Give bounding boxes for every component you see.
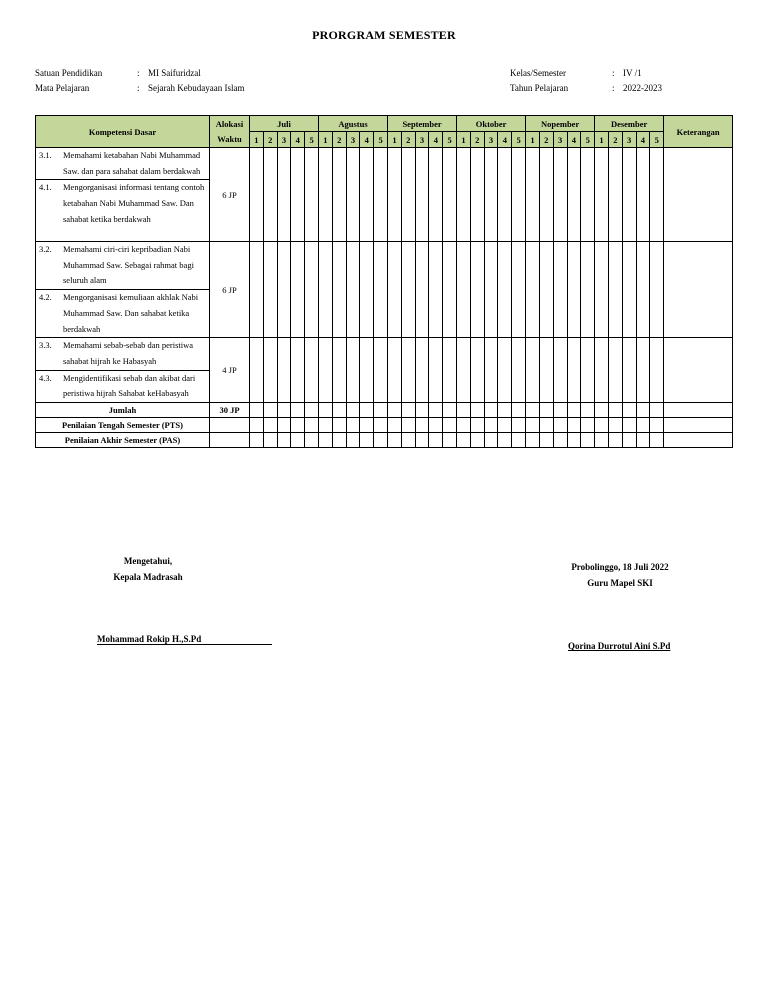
week-cell [401,433,415,448]
keterangan-cell [664,433,733,448]
kd-item [36,179,209,227]
week-cell [539,403,553,418]
kd-text: Memahami sebab-sebab dan peristiwa sahabat hijrah ke Habasyah [63,340,194,366]
week-cell [319,418,333,433]
month-header: Nopember [526,116,595,132]
kd-item [36,242,209,289]
week-cell [622,433,636,448]
week-cell [581,433,595,448]
week-number: 3 [277,132,291,148]
pts-row-label: Penilaian Tengah Semester (PTS) [36,418,210,433]
week-cell [526,148,540,242]
week-cell [346,148,360,242]
colon: : [137,68,140,78]
week-number: 4 [636,132,650,148]
week-cell [650,433,664,448]
week-cell [443,418,457,433]
week-cell [374,433,388,448]
week-cell [332,418,346,433]
kd-group-row [36,338,733,403]
week-cell [650,242,664,338]
week-number: 2 [608,132,622,148]
week-cell [332,403,346,418]
week-cell [457,418,471,433]
week-cell [622,148,636,242]
week-cell [305,433,319,448]
week-cell [553,403,567,418]
week-cell [622,418,636,433]
week-number: 3 [346,132,360,148]
week-cell [608,418,622,433]
week-cell [332,433,346,448]
week-cell [581,403,595,418]
week-cell [636,433,650,448]
kd-number: 3.3. [39,340,52,351]
week-cell [346,403,360,418]
week-cell [429,418,443,433]
alokasi-value: 6 JP [210,242,250,338]
week-cell [526,338,540,403]
week-cell [457,403,471,418]
week-cell [567,418,581,433]
week-cell [457,242,471,338]
week-cell [470,433,484,448]
week-cell [484,338,498,403]
week-cell [374,403,388,418]
week-cell [374,242,388,338]
week-cell [539,433,553,448]
week-cell [263,148,277,242]
week-cell [650,418,664,433]
signature-left-underline [97,644,272,645]
week-cell [595,433,609,448]
week-cell [457,433,471,448]
week-cell [319,338,333,403]
alokasi-value: 6 JP [210,148,250,242]
week-cell [415,418,429,433]
week-cell [636,418,650,433]
info-right [510,66,662,96]
week-cell [401,242,415,338]
week-cell [567,433,581,448]
week-cell [595,338,609,403]
week-cell [346,242,360,338]
week-cell [360,242,374,338]
week-cell [319,148,333,242]
week-cell [636,403,650,418]
week-cell [291,403,305,418]
week-cell [388,433,402,448]
kd-number: 4.3. [39,372,52,383]
week-cell [608,242,622,338]
week-cell [470,418,484,433]
week-number: 2 [401,132,415,148]
week-cell [263,418,277,433]
week-cell [553,338,567,403]
week-cell [498,338,512,403]
week-cell [498,242,512,338]
week-cell [277,242,291,338]
week-cell [319,403,333,418]
week-number: 1 [250,132,264,148]
week-cell [484,433,498,448]
week-number: 3 [553,132,567,148]
week-cell [305,418,319,433]
week-cell [567,148,581,242]
week-cell [429,338,443,403]
week-cell [581,242,595,338]
week-number: 5 [443,132,457,148]
satuan-value: MI Saifuridzal [148,68,201,78]
keterangan-cell [664,242,733,338]
mapel-label: Mata Pelajaran [35,83,90,93]
kd-text: Mengorganisasi kemuliaan akhlak Nabi Muhammad Saw. Dan sahabat ketika berdakwah [63,292,199,334]
signature-left-line1: Mengetahui, [123,556,173,566]
week-cell [539,418,553,433]
week-cell [415,433,429,448]
tahun-value: 2022-2023 [623,83,662,93]
week-cell [443,403,457,418]
week-cell [277,418,291,433]
tahun-row [510,81,662,96]
week-cell [484,148,498,242]
kd-item [36,370,209,402]
kd-cell [36,242,210,338]
week-number: 5 [581,132,595,148]
kd-item [36,148,209,179]
week-number: 4 [291,132,305,148]
signature-right-name: Qorina Durrotul Aini S.Pd [568,641,671,651]
week-cell [608,433,622,448]
week-cell [650,148,664,242]
week-cell [595,403,609,418]
kd-text: Memahami ketabahan Nabi Muhammad Saw. dan para sahabat dalam berdakwah [63,150,201,176]
week-cell [305,338,319,403]
signature-right-line2: Guru Mapel SKI [587,578,653,588]
keterangan-cell [664,403,733,418]
kd-item [36,338,209,369]
week-cell [595,242,609,338]
week-number: 2 [332,132,346,148]
week-number: 4 [360,132,374,148]
week-cell [526,418,540,433]
kd-cell [36,148,210,242]
week-cell [498,403,512,418]
week-number: 3 [622,132,636,148]
keterangan-cell [664,338,733,403]
week-cell [512,338,526,403]
colon: : [137,83,140,93]
week-cell [250,433,264,448]
week-cell [498,148,512,242]
week-cell [346,418,360,433]
keterangan-cell [664,418,733,433]
month-header: Oktober [457,116,526,132]
week-cell [429,403,443,418]
week-cell [429,148,443,242]
kelas-label: Kelas/Semester [510,68,566,78]
month-header: September [388,116,457,132]
signature-right-line1: Probolinggo, 18 Juli 2022 [571,562,669,572]
week-cell [567,242,581,338]
week-cell [622,242,636,338]
week-cell [443,148,457,242]
week-cell [291,433,305,448]
week-cell [429,242,443,338]
week-cell [388,403,402,418]
week-number: 3 [415,132,429,148]
jumlah-row-value: 30 JP [210,403,250,418]
week-cell [470,338,484,403]
week-cell [608,403,622,418]
week-cell [263,338,277,403]
week-number: 2 [263,132,277,148]
week-cell [263,403,277,418]
kd-cell [36,338,210,403]
pts-row-value [210,418,250,433]
week-number: 1 [457,132,471,148]
week-number: 1 [319,132,333,148]
week-cell [360,433,374,448]
week-number: 5 [374,132,388,148]
kelas-row [510,66,662,81]
week-cell [401,418,415,433]
week-cell [250,242,264,338]
week-number: 1 [388,132,402,148]
week-cell [291,242,305,338]
week-cell [470,403,484,418]
week-cell [388,338,402,403]
week-cell [374,338,388,403]
week-number: 5 [305,132,319,148]
week-cell [622,403,636,418]
week-cell [443,433,457,448]
week-cell [319,242,333,338]
week-cell [567,338,581,403]
week-cell [622,338,636,403]
kd-item [36,289,209,337]
kd-number: 3.2. [39,244,52,254]
week-cell [250,403,264,418]
week-cell [553,433,567,448]
week-cell [388,418,402,433]
week-cell [346,338,360,403]
pas-row-value [210,433,250,448]
week-cell [526,433,540,448]
week-cell [608,338,622,403]
week-cell [388,148,402,242]
week-cell [250,148,264,242]
week-cell [484,403,498,418]
week-number: 2 [470,132,484,148]
kd-group-row [36,242,733,338]
week-cell [388,242,402,338]
week-cell [277,338,291,403]
week-number: 3 [484,132,498,148]
keterangan-cell [664,148,733,242]
week-number: 1 [595,132,609,148]
kd-number: 4.1. [39,182,52,193]
week-cell [512,403,526,418]
pts-row [36,418,733,433]
week-cell [636,242,650,338]
week-cell [581,148,595,242]
alokasi-header-line1: Alokasi [215,118,244,129]
week-cell [526,242,540,338]
mapel-value: Sejarah Kebudayaan Islam [148,83,245,93]
week-cell [457,338,471,403]
week-cell [457,148,471,242]
kd-number: 3.1. [39,150,52,160]
week-cell [553,418,567,433]
week-cell [305,242,319,338]
week-number: 2 [539,132,553,148]
week-cell [415,148,429,242]
week-cell [636,338,650,403]
month-header: Desember [595,116,664,132]
week-cell [608,148,622,242]
week-cell [484,242,498,338]
week-cell [470,148,484,242]
week-cell [332,242,346,338]
pas-row-label: Penilaian Akhir Semester (PAS) [36,433,210,448]
week-cell [415,338,429,403]
week-cell [553,148,567,242]
week-cell [567,403,581,418]
alokasi-header-line2: Waktu [217,133,242,144]
week-cell [291,338,305,403]
week-cell [650,338,664,403]
kd-group-row [36,148,733,242]
week-cell [512,418,526,433]
week-number: 4 [498,132,512,148]
week-cell [636,148,650,242]
week-cell [443,338,457,403]
month-header: Agustus [319,116,388,132]
pas-row [36,433,733,448]
week-cell [305,148,319,242]
week-cell [277,148,291,242]
colon: : [612,68,615,78]
week-cell [429,433,443,448]
tahun-label: Tahun Pelajaran [510,83,569,93]
week-number: 4 [429,132,443,148]
satuan-row [35,66,244,81]
week-cell [581,418,595,433]
week-number: 5 [512,132,526,148]
week-cell [401,148,415,242]
week-cell [374,418,388,433]
alokasi-header [210,116,250,148]
month-header: Juli [250,116,319,132]
week-cell [332,338,346,403]
week-cell [401,403,415,418]
signature-left-line2: Kepala Madrasah [113,572,183,582]
week-cell [650,403,664,418]
week-cell [374,148,388,242]
week-cell [291,418,305,433]
week-cell [484,418,498,433]
kd-text: Mengidentifikasi sebab dan akibat dari peristiwa hijrah Sahabat keHabasyah [63,372,196,399]
week-cell [346,433,360,448]
week-cell [401,338,415,403]
week-cell [319,433,333,448]
week-cell [360,148,374,242]
colon: : [612,83,615,93]
satuan-label: Satuan Pendidikan [35,68,103,78]
keterangan-header: Keterangan [664,116,733,148]
week-cell [526,403,540,418]
week-cell [553,242,567,338]
week-cell [360,338,374,403]
week-cell [277,403,291,418]
week-cell [415,403,429,418]
info-left [35,66,244,96]
week-cell [332,148,346,242]
document-title: PRORGRAM SEMESTER [312,28,456,42]
week-cell [263,433,277,448]
week-cell [250,338,264,403]
week-cell [539,338,553,403]
kd-text: Memahami ciri-ciri kepribadian Nabi Muhammad Saw. Sebagai rahmat bagi seluruh alam [63,244,194,286]
week-cell [277,433,291,448]
kelas-value: IV /1 [623,68,642,78]
alokasi-value: 4 JP [210,338,250,403]
week-cell [539,242,553,338]
week-cell [512,242,526,338]
program-semester-table [35,115,733,448]
week-cell [263,242,277,338]
mapel-row [35,81,244,96]
week-cell [360,403,374,418]
jumlah-row-label: Jumlah [36,403,210,418]
week-cell [415,242,429,338]
week-cell [305,403,319,418]
kd-number: 4.2. [39,292,52,303]
week-cell [250,418,264,433]
kd-text: Mengorganisasi informasi tentang contoh ketabahan Nabi Muhammad Saw. Dan sahabat ketika berdakwah [63,182,205,224]
week-cell [595,418,609,433]
kd-header: Kompetensi Dasar [36,116,210,148]
week-cell [512,433,526,448]
week-cell [498,433,512,448]
week-cell [443,242,457,338]
week-number: 5 [650,132,664,148]
week-cell [360,418,374,433]
week-cell [539,148,553,242]
week-cell [595,148,609,242]
signature-left-name: Mohammad Rokip H.,S.Pd [97,634,202,644]
week-cell [581,338,595,403]
week-number: 4 [567,132,581,148]
jumlah-row [36,403,733,418]
week-number: 1 [526,132,540,148]
week-cell [512,148,526,242]
week-cell [470,242,484,338]
week-cell [498,418,512,433]
week-cell [291,148,305,242]
